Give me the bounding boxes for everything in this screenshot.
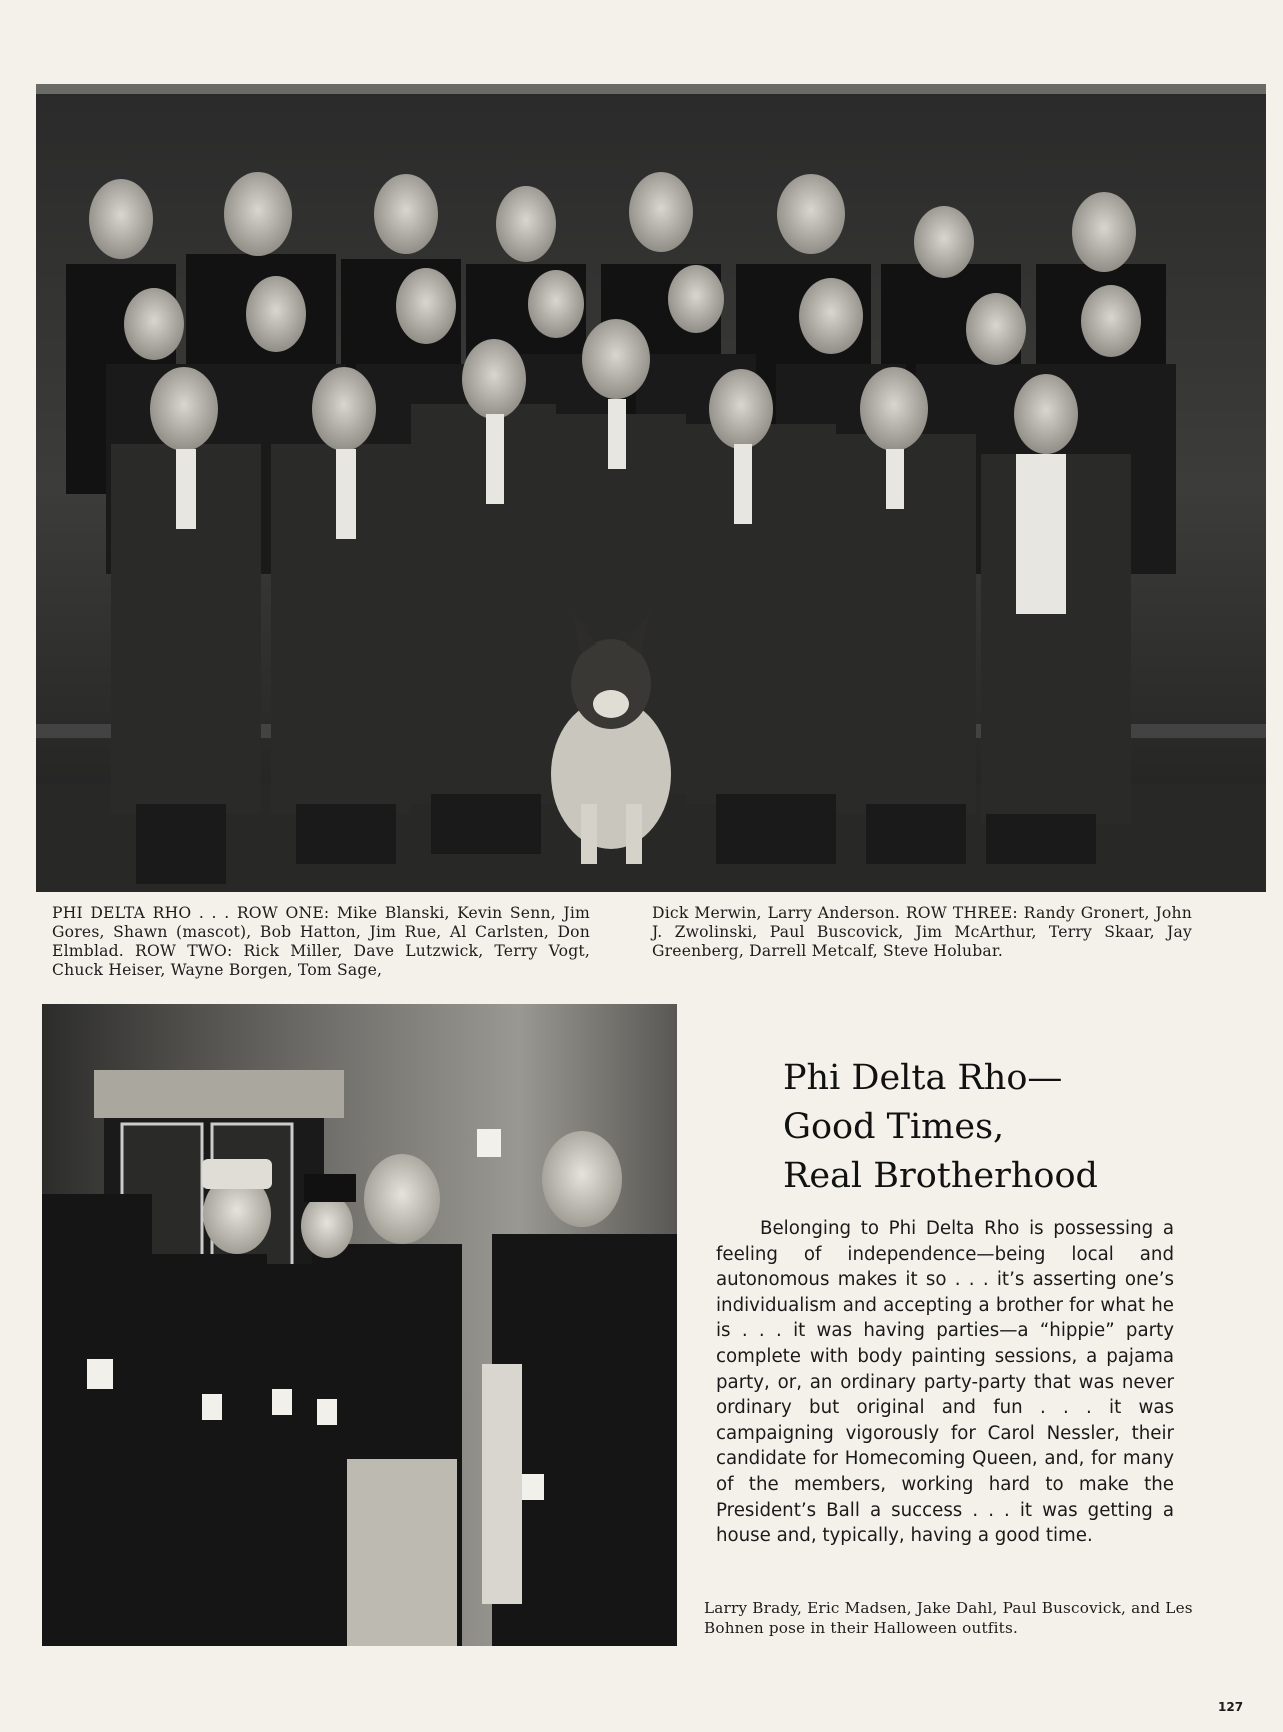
party-photo-illustration: [42, 1004, 677, 1646]
article-body-text: Belonging to Phi Delta Rho is possessing a feeling of independence—being local and autonomous makes it so . . . it’s asserting one’s individualism and accepting a brother for what he is . . . it was having parties—a “hippie” party complete with body painting sessions, a pajama party, or, an ordinary party-party that was never ordinary but original and fun . . . it was campaigning vigorously for Carol Nessler, their candidate for Homecoming Queen, and, for many of the members, working hard to make the President’s Ball a success . . . it was getting a house and, typically, having a good time.: [716, 1218, 1174, 1547]
page-number: 127: [1218, 1700, 1244, 1714]
group-caption-left: PHI DELTA RHO . . . ROW ONE: Mike Blanski, Kevin Senn, Jim Gores, Shawn (mascot), Bob Hatton, Jim Rue, Al Carlsten, Don Elmblad. ROW TWO: Rick Miller, Dave Lutzwick, Terry Vogt, Chuck Heiser, Wayne Borgen, Tom Sage,: [52, 904, 590, 979]
title-line-1: Phi Delta Rho—: [783, 1058, 1063, 1098]
article-title: [783, 1054, 1098, 1201]
group-photo: [36, 84, 1266, 892]
party-photo: [42, 1004, 677, 1646]
article-body: [716, 1216, 1174, 1549]
group-caption-right: Dick Merwin, Larry Anderson. ROW THREE: Randy Gronert, John J. Zwolinski, Paul Buscovick, Jim McArthur, Terry Skaar, Jay Greenberg, Darrell Metcalf, Steve Holubar.: [652, 904, 1192, 960]
title-line-2: Good Times,: [783, 1107, 1005, 1147]
group-photo-illustration: [36, 84, 1266, 892]
title-line-3: Real Brotherhood: [783, 1156, 1098, 1196]
party-caption: Larry Brady, Eric Madsen, Jake Dahl, Paul Buscovick, and Les Bohnen pose in their Halloween outfits.: [704, 1599, 1193, 1637]
